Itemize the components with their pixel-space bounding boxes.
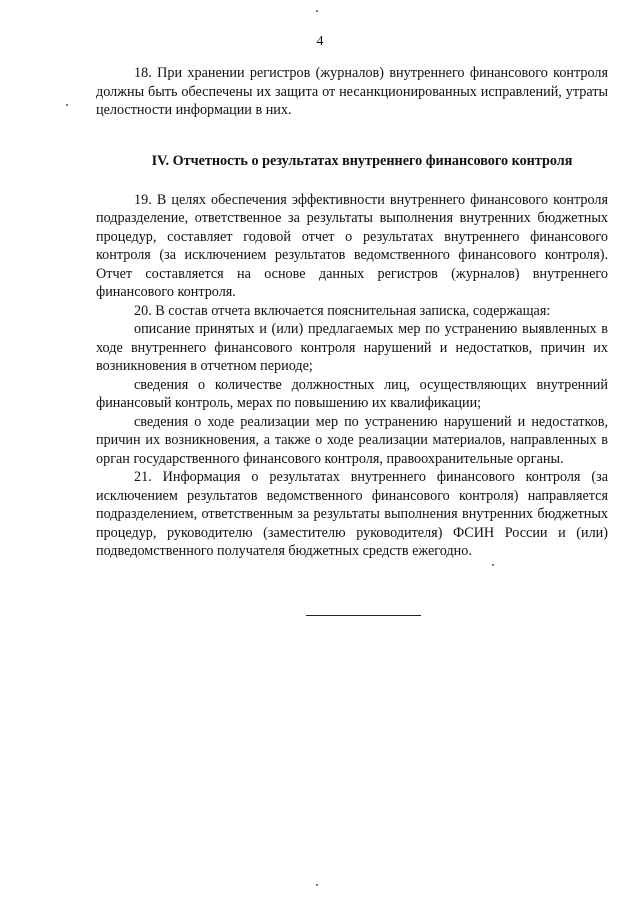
scan-speck [492,564,494,566]
section-heading: IV. Отчетность о результатах внутреннего финансового контроля [151,152,573,169]
clause-18: 18. При хранении регистров (журналов) внутреннего финансового контроля должны быть обеспечены их защита от несанкционированных исправлений, утраты целостности информации в них. [96,65,608,118]
clause-20-list [96,320,608,468]
clause-21: 21. Информация о результатах внутреннего финансового контроля (за исключением результатов ведомственного финансового контроля) направляется подразделением, ответственным за результаты выполнения внутренних бюджетных процедур, руководителю (заместителю руководителя) ФСИН России и (или) подведомственного получателя бюджетных средств ежегодно. [96,469,608,559]
clause-20-item-progress: сведения о ходе реализации мер по устранению нарушений и недостатков, причин их возникновения, а также о ходе реализации материалов, направленных в орган государственного финансового контроля, правоохранительные органы. [96,413,608,467]
clause-20-item-measures: описание принятых и (или) предлагаемых мер по устранению выявленных в ходе внутреннего финансового контроля нарушений и недостатков, причин их возникновения в отчетном периоде; [96,321,608,374]
end-of-text-rule [306,615,421,616]
page-number: 4 [316,34,324,49]
scan-speck [316,10,318,12]
scan-speck [66,104,68,106]
clause-20: 20. В состав отчета включается пояснительная записка, содержащая: [134,302,551,319]
clause-19: 19. В целях обеспечения эффективности внутреннего финансового контроля подразделение, ответственное за результаты выполнения внутренних бюджетных процедур, составляет годовой отчет о результатах внутреннего финансового контроля (за исключением результатов ведомственного финансового контроля). Отчет составляется на основе данных регистров (журналов) внутреннего финансового контроля. [96,191,608,300]
clause-20-item-officials: сведения о количестве должностных лиц, осуществляющих внутренний финансовый контроль, мерах по повышению их квалификации; [96,376,608,411]
scan-speck [316,884,318,886]
document-body [96,64,608,561]
